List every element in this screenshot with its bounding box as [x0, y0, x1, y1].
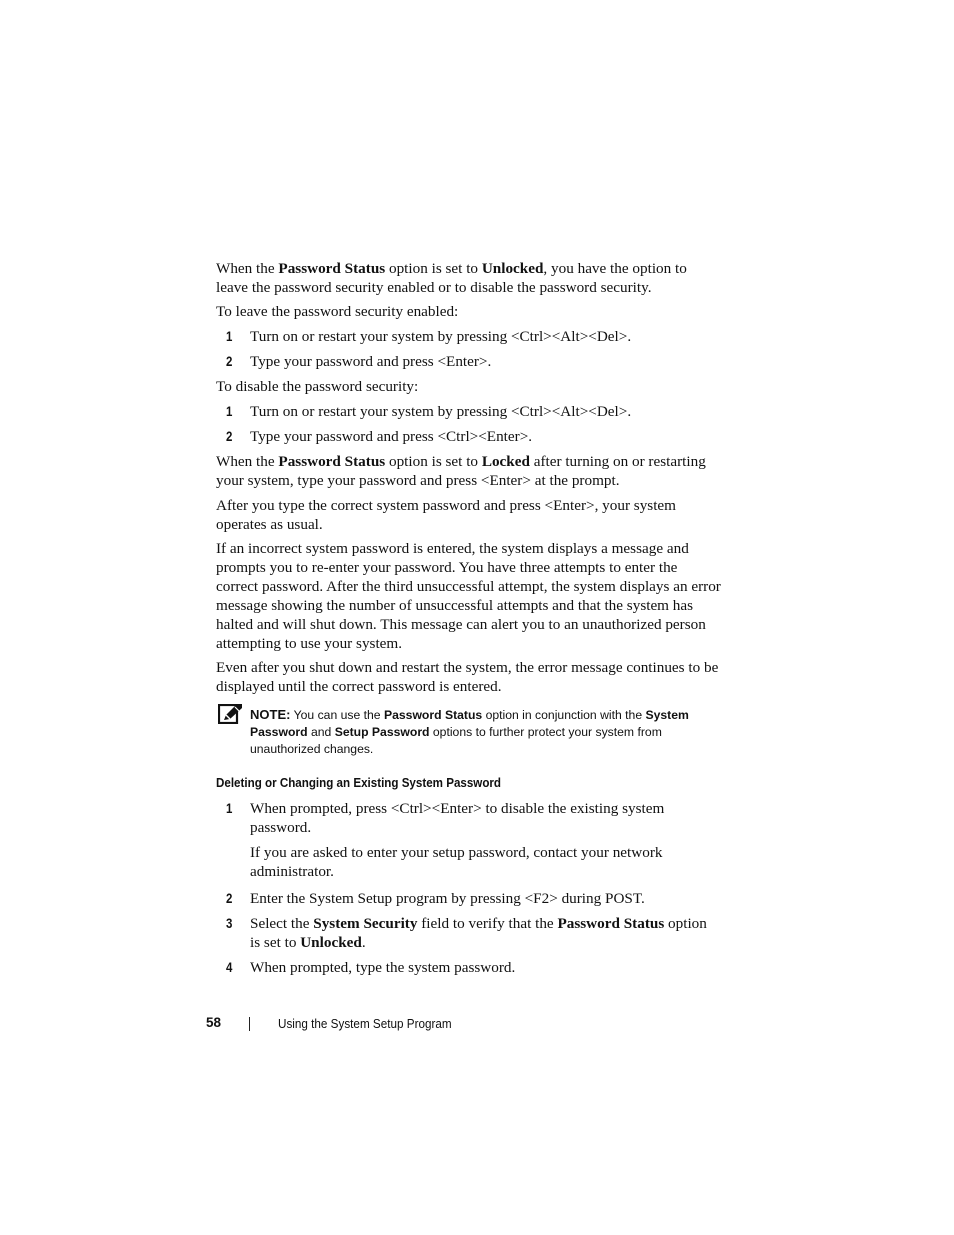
text-run: When the	[216, 260, 279, 277]
step-text: Enter the System Setup program by pressing <F2> during POST.	[250, 890, 645, 907]
note-label: NOTE:	[250, 707, 291, 722]
step-number: 3	[226, 916, 233, 931]
text-run: .	[361, 934, 366, 951]
step-number: 1	[226, 404, 233, 419]
footer-divider	[249, 1017, 250, 1031]
bold-term: Password Status	[557, 915, 665, 932]
note-callout	[250, 706, 710, 758]
text-run: You can use the	[290, 708, 384, 722]
bold-term: System Security	[313, 915, 418, 932]
step-text: Turn on or restart your system by pressing <Ctrl><Alt><Del>.	[250, 403, 632, 420]
bold-term: System Password	[250, 708, 689, 739]
page-number: 58	[206, 1015, 222, 1030]
text-run: option is set to	[250, 915, 707, 951]
paragraph-correct-password: After you type the correct system password and press <Enter>, your system operates as usual.	[216, 497, 676, 533]
step-text: When prompted, type the system password.	[250, 959, 516, 976]
paragraph-password-status-locked	[216, 452, 721, 490]
section-heading: Deleting or Changing an Existing System Password	[216, 775, 502, 790]
step-text: Type your password and press <Ctrl><Enter>.	[250, 428, 533, 445]
text-run: option is set to	[385, 453, 482, 470]
text-run: Select the	[250, 915, 314, 932]
bold-term: Password Status	[278, 453, 386, 470]
bold-term: Password Status	[383, 708, 483, 722]
footer-chapter-title: Using the System Setup Program	[278, 1016, 452, 1031]
text-run: , you have the option to leave the password security enabled or to disable the password security.	[216, 260, 687, 296]
bold-term: Setup Password	[334, 725, 430, 739]
step-text: Turn on or restart your system by pressing <Ctrl><Alt><Del>.	[250, 328, 632, 345]
paragraph-error-persists: Even after you shut down and restart the system, the error message continues to be displayed until the correct password is entered.	[216, 659, 719, 695]
step-number: 4	[226, 960, 233, 975]
step-subtext: If you are asked to enter your setup password, contact your network administrator.	[250, 844, 663, 880]
paragraph-leave-enabled: To leave the password security enabled:	[216, 303, 459, 320]
text-run: after turning on or restarting your system, type your password and press <Enter> at the prompt.	[216, 453, 706, 489]
step-number: 2	[226, 354, 233, 369]
step-number: 2	[226, 429, 233, 444]
paragraph-disable-security: To disable the password security:	[216, 378, 419, 395]
text-run: and	[307, 725, 335, 739]
step-number: 1	[226, 329, 233, 344]
step-number: 2	[226, 891, 233, 906]
paragraph-incorrect-password: If an incorrect system password is entered, the system displays a message and prompts you to re-enter your password. You have three attempts to enter the correct password. After the third unsuccessful attempt, the system displays an error message showing the number of unsuccessful attempts and that the system has halted and will shut down. This message can alert you to an unauthorized person attempting to use your system.	[216, 540, 721, 652]
bold-term: Password Status	[278, 260, 386, 277]
text-run: options to further protect your system from unauthorized changes.	[250, 725, 662, 756]
paragraph-password-status-unlocked	[216, 259, 721, 297]
text-run: field to verify that the	[417, 915, 558, 932]
text-run: option is set to	[385, 260, 482, 277]
text-run: When the	[216, 453, 279, 470]
bold-term: Locked	[481, 453, 530, 470]
step-text: Type your password and press <Enter>.	[250, 353, 492, 370]
bold-term: Unlocked	[300, 934, 362, 951]
bold-term: Unlocked	[481, 260, 544, 277]
text-run: option in conjunction with the	[482, 708, 646, 722]
step-number: 1	[226, 801, 233, 816]
note-pencil-icon	[218, 704, 242, 724]
step-text: When prompted, press <Ctrl><Enter> to disable the existing system password.	[250, 800, 665, 836]
step-text	[250, 914, 720, 952]
